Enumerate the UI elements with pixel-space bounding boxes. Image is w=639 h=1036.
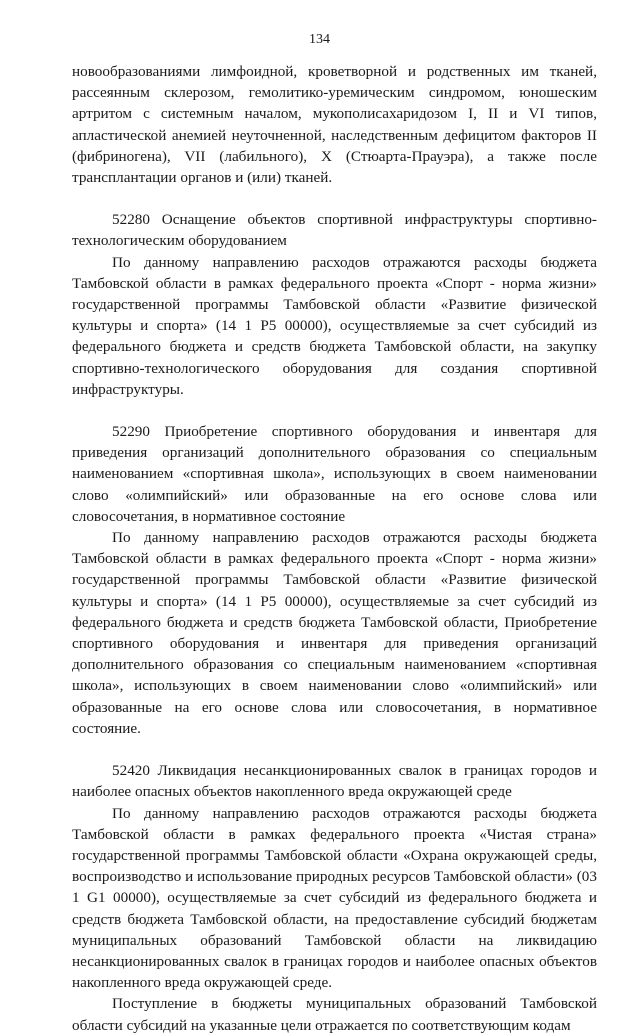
- section-heading: 52290 Приобретение спортивного оборудования и инвентаря для приведения организаций дополнительного образования со специальным наименованием «спортивная школа», использующих в своем наименовании слово «олимпийский» или образованные на его основе слова или словосочетания, в нормативное состояние: [72, 423, 597, 525]
- section-paragraph: По данному направлению расходов отражаются расходы бюджета Тамбовской области в рамках федерального проекта «Чистая страна» государственной программы Тамбовской области «Охрана окружающей среды, воспроизводство и использование природных ресурсов Тамбовской области» (03 1 G1 00000), осуществляемые за счет субсидий из федерального бюджета и средств бюджета Тамбовской области, на предоставление субсидий бюджетам муниципальных образований Тамбовской области на ликвидацию несанкционированных свалок в границах городов и наиболее опасных объектов накопленного вреда окружающей среде.: [72, 804, 597, 992]
- section-52280: [72, 209, 597, 400]
- document-body: [72, 61, 597, 1036]
- section-52290: [72, 421, 597, 739]
- section-52420: [72, 760, 597, 1036]
- section-paragraph: По данному направлению расходов отражаются расходы бюджета Тамбовской области в рамках федерального проекта «Спорт - норма жизни» государственной программы Тамбовской области «Развитие физической культуры и спорта» (14 1 P5 00000), осуществляемые за счет субсидий из федерального бюджета и средств бюджета Тамбовской области, на закупку спортивно-технологического оборудования для создания спортивной инфраструктуры.: [72, 253, 597, 398]
- page-number: 134: [309, 32, 330, 47]
- section-heading: 52420 Ликвидация несанкционированных свалок в границах городов и наиболее опасных объектов накопленного вреда окружающей среде: [72, 762, 597, 801]
- section-paragraph: По данному направлению расходов отражаются расходы бюджета Тамбовской области в рамках федерального проекта «Спорт - норма жизни» государственной программы Тамбовской области «Развитие физической культуры и спорта» (14 1 P5 00000), осуществляемые за счет субсидий из федерального бюджета и средств бюджета Тамбовской области, Приобретение спортивного оборудования и инвентаря для приведения организаций дополнительного образования со специальным наименованием «спортивная школа», использующих в своем наименовании слово «олимпийский» или образованные на его основе слова или словосочетания, в нормативное состояние.: [72, 529, 597, 737]
- continuation-paragraph: новообразованиями лимфоидной, кроветворной и родственных им тканей, рассеянным склерозом, гемолитико-уремическим синдромом, юношеским артритом с системным началом, мукополисахаридозом I, II и VI типов, апластической анемией неуточненной, наследственным дефицитом факторов II (фибриногена), VII (лабильного), X (Стюарта-Прауэра), а также после трансплантации органов и (или) тканей.: [72, 63, 597, 187]
- section-heading: 52280 Оснащение объектов спортивной инфраструктуры спортивно-технологическим оборудованием: [72, 211, 597, 250]
- section-paragraph: Поступление в бюджеты муниципальных образований Тамбовской области субсидий на указанные цели отражается по соответствующим кодам: [72, 995, 597, 1034]
